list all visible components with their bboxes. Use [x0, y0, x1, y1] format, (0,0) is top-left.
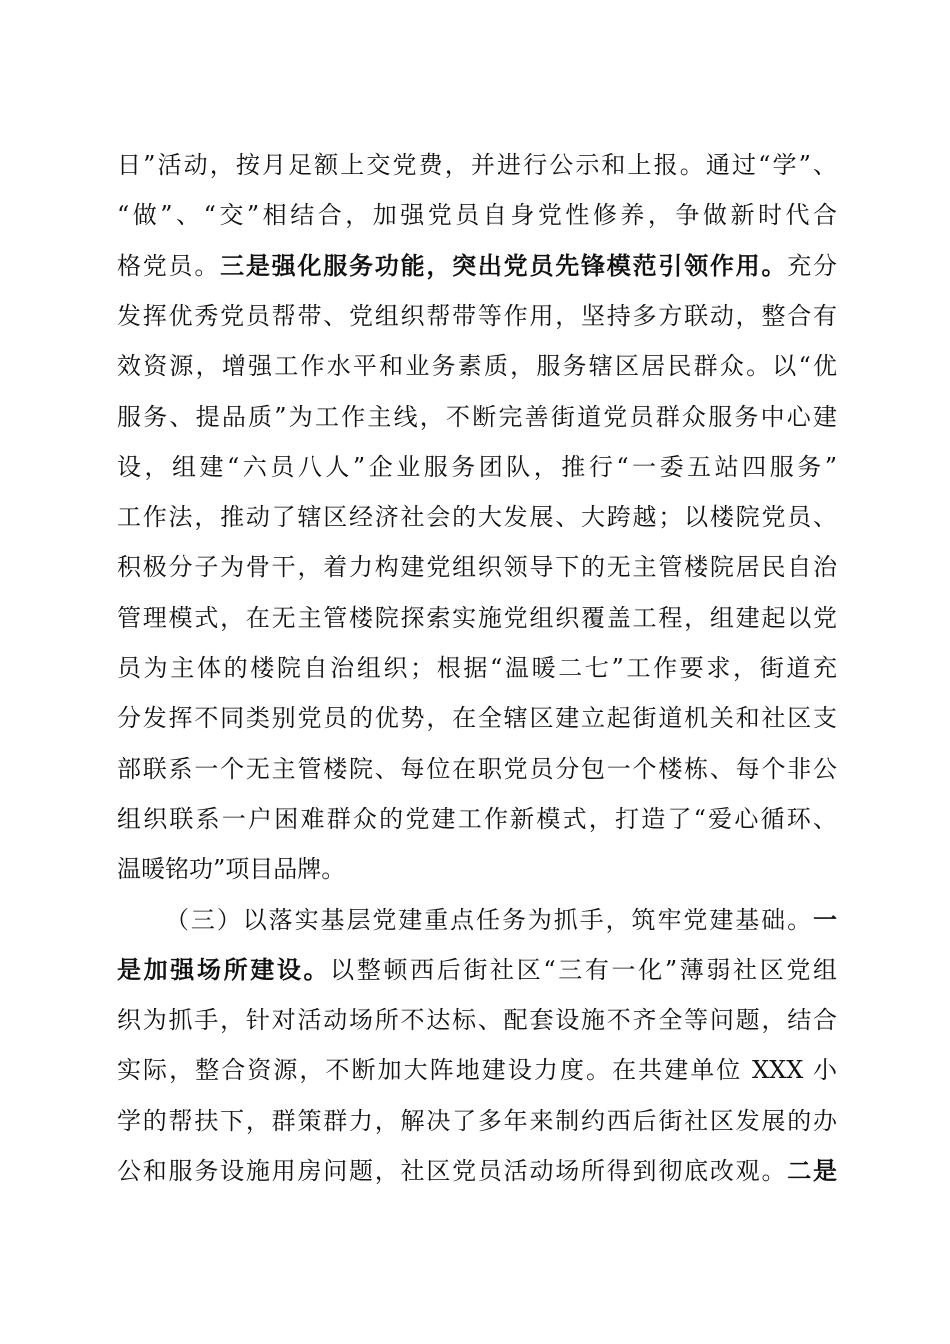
text-line — [117, 397, 837, 437]
text-line — [117, 497, 837, 537]
text-line — [117, 648, 837, 688]
text-line — [117, 1151, 837, 1191]
text-run: 公和服务设施用房问题，社区党员活动场所得到彻底改观。 — [117, 1157, 788, 1185]
text-run: 温暖铭功”项目品牌。 — [117, 855, 346, 883]
text-line — [117, 1050, 837, 1090]
text-run: 组织联系一户困难群众的党建工作新模式，打造了“爱心循环、 — [117, 805, 837, 833]
text-line — [117, 1101, 837, 1141]
text-line — [117, 246, 837, 286]
text-run: 格党员。 — [117, 252, 221, 280]
text-run: 以整顿西后街社区“三有一化”薄弱社区党组 — [330, 956, 837, 984]
text-line — [117, 1000, 837, 1040]
text-run: 部联系一个无主管楼院、每位在职党员分包一个楼栋、每个非公 — [117, 755, 837, 783]
text-run: 织为抓手，针对活动场所不达标、配套设施不齐全等问题，结合 — [117, 1006, 837, 1034]
text-run: 管理模式，在无主管楼院探索实施党组织覆盖工程，组建起以党 — [117, 604, 837, 632]
text-run: 充分 — [787, 252, 838, 280]
text-line — [117, 447, 837, 487]
text-line — [117, 547, 837, 587]
text-line — [117, 698, 837, 738]
text-line — [117, 346, 837, 386]
text-run: “做”、“交”相结合，加强党员自身党性修养，争做新时代合 — [117, 201, 837, 229]
text-line — [117, 799, 837, 839]
bold-text: 是加强场所建设。 — [117, 955, 331, 984]
text-run: 日”活动，按月足额上交党费，并进行公示和上报。通过“学”、 — [117, 151, 837, 179]
text-line — [117, 145, 837, 185]
text-run: 服务、提品质”为工作主线，不断完善街道党员群众服务中心建 — [117, 403, 837, 431]
text-run: 发挥优秀党员帮带、党组织帮带等作用，坚持多方联动，整合有 — [117, 302, 837, 330]
text-run: 分发挥不同类别党员的优势，在全辖区建立起街道机关和社区支 — [117, 704, 837, 732]
text-run: （三）以落实基层党建重点任务为抓手，筑牢党建基础。 — [165, 906, 813, 934]
text-line — [117, 598, 837, 638]
bold-text: 一 — [813, 905, 837, 934]
text-run: 员为主体的楼院自治组织；根据“温暖二七”工作要求，街道充 — [117, 654, 837, 682]
bold-text: 二是 — [787, 1156, 838, 1185]
text-run: 积极分子为骨干，着力构建党组织领导下的无主管楼院居民自治 — [117, 553, 837, 581]
text-line — [117, 296, 837, 336]
text-line — [117, 849, 837, 889]
text-line — [165, 900, 837, 940]
text-run: 实际，整合资源，不断加大阵地建设力度。在共建单位 XXX 小 — [117, 1056, 837, 1084]
bold-text: 三是强化服务功能，突出党员先锋模范引领作用。 — [220, 251, 788, 280]
text-run: 设，组建“六员八人”企业服务团队，推行“一委五站四服务” — [117, 453, 837, 481]
text-line — [117, 950, 837, 990]
text-line — [117, 195, 837, 235]
text-run: 工作法，推动了辖区经济社会的大发展、大跨越；以楼院党员、 — [117, 503, 837, 531]
text-run: 学的帮扶下，群策群力，解决了多年来制约西后街社区发展的办 — [117, 1107, 837, 1135]
text-run: 效资源，增强工作水平和业务素质，服务辖区居民群众。以“优 — [117, 352, 837, 380]
text-line — [117, 749, 837, 789]
